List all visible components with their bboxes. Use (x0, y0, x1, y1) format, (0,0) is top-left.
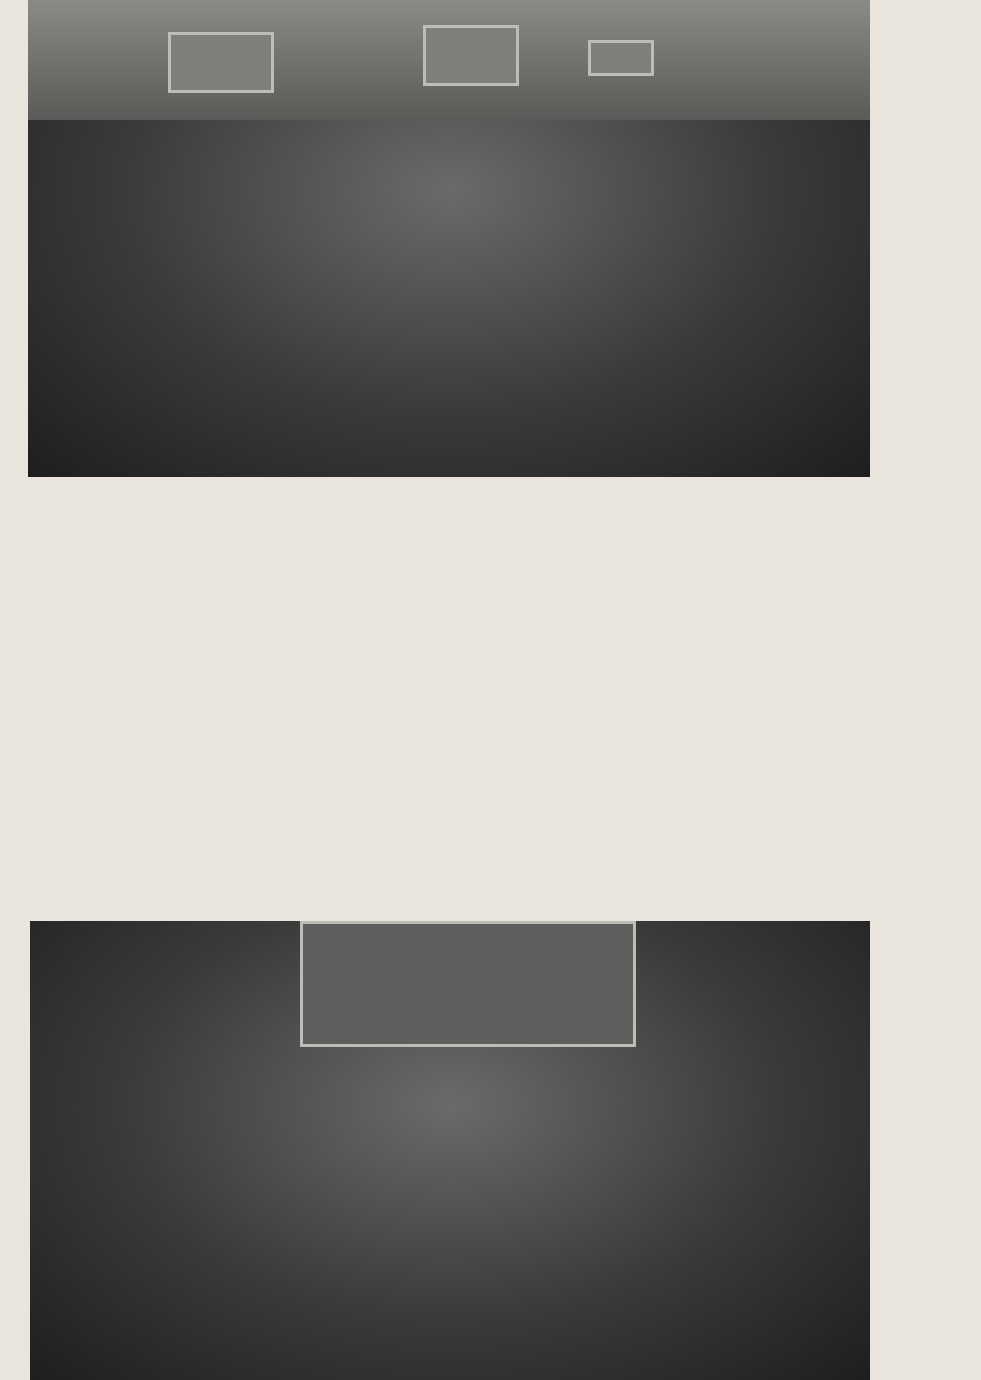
arnold-air-society-photo (28, 0, 870, 477)
joint-military-board-photo (30, 921, 870, 1380)
bulletin-board (423, 25, 519, 86)
doorway (300, 921, 636, 1047)
bulletin-board (588, 40, 654, 76)
bulletin-board (168, 32, 274, 93)
